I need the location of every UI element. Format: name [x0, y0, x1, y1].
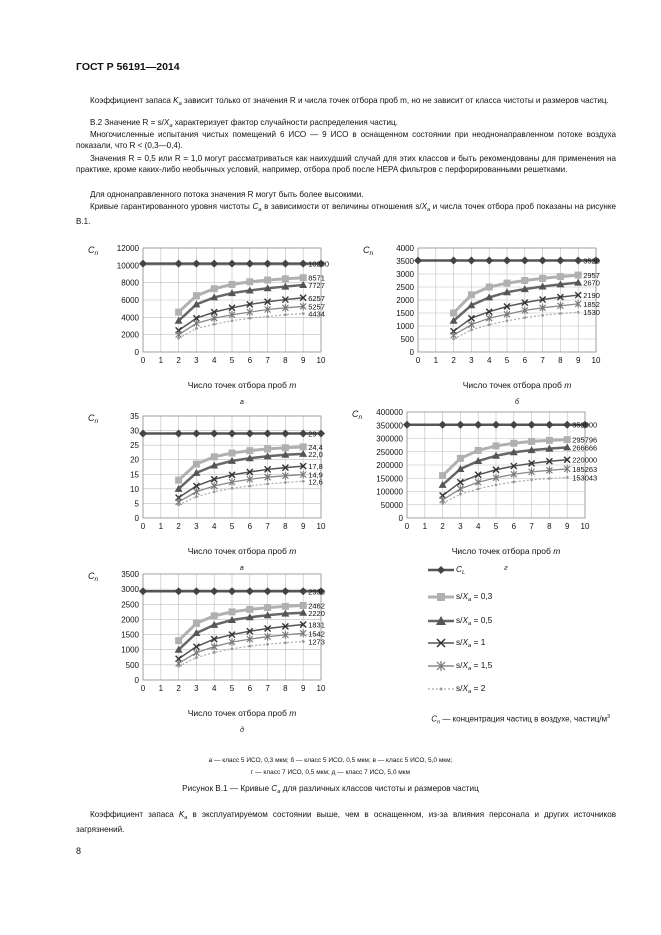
x-tick-label: 5: [229, 684, 235, 693]
data-point: [302, 312, 305, 315]
data-point: [213, 490, 216, 493]
end-value-label: 2670: [583, 278, 600, 288]
data-point: [195, 656, 198, 659]
y-tick-label: 0: [134, 348, 139, 357]
y-tick-label: 15: [130, 470, 139, 480]
x-tick-label: 10: [591, 356, 601, 365]
x-tick-label: 2: [440, 522, 445, 531]
data-point: [177, 337, 180, 340]
data-point: [193, 649, 199, 657]
y-tick-label: 2000: [121, 615, 139, 625]
x-tick-label: 6: [511, 522, 517, 531]
data-point: [450, 256, 458, 264]
data-point: [510, 440, 517, 447]
data-point: [300, 274, 307, 281]
end-value-label: 14,9: [308, 470, 323, 480]
data-point: [246, 447, 253, 454]
data-point: [485, 256, 493, 264]
data-point: [195, 495, 198, 498]
x-tick-label: 4: [475, 522, 481, 531]
y-tick-label: 100000: [376, 487, 403, 497]
data-point: [193, 292, 200, 299]
y-axis-label: $C_n$: [352, 409, 363, 421]
y-axis-label: $C_n$: [88, 571, 99, 583]
y-tick-label: 3500: [396, 257, 414, 266]
data-point: [523, 316, 526, 319]
y-tick-label: 30: [130, 426, 139, 436]
data-point: [521, 277, 528, 284]
data-point: [175, 260, 183, 268]
x-tick-label: 9: [300, 356, 306, 365]
y-tick-label: 150000: [376, 474, 403, 484]
x-axis-label: Число точек отбора проб m: [187, 546, 297, 556]
data-point: [459, 493, 462, 496]
data-point: [302, 640, 305, 643]
legend-label-s03: $s/X_a = 0,3$: [456, 591, 493, 603]
data-point: [213, 651, 216, 654]
data-point: [246, 278, 253, 285]
data-point: [211, 453, 218, 460]
data-point: [566, 476, 569, 479]
x-tick-label: 8: [558, 356, 563, 365]
data-point: [231, 487, 234, 490]
data-point: [488, 323, 491, 326]
end-value-label: 185263: [572, 464, 598, 474]
x-axis-label: Число точек отбора проб m: [451, 546, 561, 556]
x-tick-label: 2: [176, 684, 181, 693]
panel-label: б: [515, 399, 519, 406]
data-point: [228, 587, 236, 595]
x-tick-label: 7: [529, 522, 534, 531]
data-point: [210, 587, 218, 595]
data-point: [284, 481, 287, 484]
data-point: [477, 487, 480, 490]
series-line: [179, 306, 304, 334]
data-point: [403, 421, 411, 429]
data-point: [248, 485, 251, 488]
data-point: [299, 587, 307, 595]
y-tick-label: 12000: [116, 244, 139, 253]
data-point: [229, 450, 236, 457]
y-tick-label: 2500: [396, 283, 414, 292]
data-point: [539, 275, 546, 282]
end-value-label: 2957: [583, 271, 600, 281]
x-tick-label: 1: [433, 356, 439, 365]
chart-b: [350, 236, 625, 406]
page-number: 8: [76, 846, 82, 856]
x-tick-label: 0: [140, 356, 146, 365]
end-value-label: 8571: [308, 273, 325, 283]
y-tick-label: 1000: [396, 322, 414, 331]
legend-label-s1: $s/X_a = 1$: [456, 637, 486, 649]
y-tick-label: 0: [134, 514, 139, 523]
data-point: [266, 483, 269, 486]
y-axis-label: $C_n$: [363, 245, 374, 257]
data-point: [528, 421, 536, 429]
x-tick-label: 5: [229, 522, 235, 531]
data-point: [486, 284, 493, 291]
end-value-label: 220000: [572, 455, 598, 465]
x-tick-label: 6: [247, 684, 253, 693]
x-tick-label: 10: [316, 522, 326, 531]
data-point: [564, 436, 571, 443]
y-tick-label: 250000: [376, 447, 403, 457]
x-tick-label: 0: [140, 522, 146, 531]
data-point: [299, 260, 307, 268]
x-tick-label: 0: [140, 684, 146, 693]
x-axis-label: Число точек отбора проб m: [462, 380, 572, 390]
data-point: [175, 309, 182, 316]
x-tick-label: 7: [265, 684, 270, 693]
legend-label-s2: $s/X_a = 2$: [456, 683, 486, 695]
data-point: [281, 587, 289, 595]
data-point: [229, 608, 236, 615]
closing-paragraph: Коэффициент запаса $K_a$ в эксплуатируемом состоянии выше, чем в оснащенном, из-за влияния персонала и других источников загрязнений.: [76, 810, 616, 835]
data-point: [246, 606, 253, 613]
panel-label: а: [240, 399, 244, 406]
series-line: [454, 283, 579, 321]
end-value-label: 1852: [583, 299, 600, 309]
paragraph-1: Коэффициент запаса $K_a$ зависит только от значения R и числа точек отбора проб m, но не зависит от класса чистоты и размеров частиц.: [90, 96, 609, 107]
x-tick-label: 10: [580, 522, 590, 531]
data-point: [139, 260, 147, 268]
x-axis-label: Число точек отбора проб m: [187, 380, 297, 390]
x-tick-label: 8: [283, 684, 288, 693]
panel-label: в: [240, 565, 244, 572]
data-point: [563, 421, 571, 429]
y-tick-label: 6000: [121, 296, 139, 305]
data-point: [528, 438, 535, 445]
y-tick-label: 2000: [121, 330, 139, 340]
data-point: [177, 503, 180, 506]
x-tick-label: 3: [194, 684, 199, 693]
chart-v: [76, 402, 356, 572]
y-tick-label: 10: [130, 484, 139, 494]
end-value-label: 5257: [308, 302, 325, 312]
data-point: [452, 338, 455, 341]
data-point: [504, 280, 511, 287]
x-tick-label: 1: [158, 522, 164, 531]
data-point: [281, 260, 289, 268]
x-tick-label: 6: [522, 356, 528, 365]
paragraph-6: Кривые гарантированного уровня чистоты $C_a$ в зависимости от величины отношения $s/X_a$ и числа точек отбора проб показаны на рисунке В.1.: [76, 202, 616, 227]
end-value-label: 22,0: [308, 449, 323, 459]
x-tick-label: 3: [458, 522, 463, 531]
x-tick-label: 3: [194, 522, 199, 531]
x-tick-label: 4: [486, 356, 492, 365]
end-value-label: 2930: [308, 587, 325, 597]
y-tick-label: 3500: [121, 570, 139, 579]
data-point: [231, 647, 234, 650]
x-tick-label: 8: [283, 522, 288, 531]
y-tick-label: 3000: [121, 585, 139, 595]
data-point: [192, 587, 200, 595]
data-point: [450, 310, 457, 317]
x-tick-label: 6: [247, 356, 253, 365]
end-value-label: 3520: [583, 256, 600, 266]
paragraph-5: Для однонаправленного потока значения R могут быть более высокими.: [90, 190, 364, 199]
figure-notes-line-2: г — класс 7 ИСО, 0,5 мкм; д — класс 7 ИСО, 5,0 мкм: [250, 769, 411, 776]
data-point: [264, 445, 271, 452]
y-tick-label: 4000: [121, 313, 139, 323]
x-tick-label: 8: [283, 356, 288, 365]
y-tick-label: 50000: [380, 500, 403, 510]
end-value-label: 10200: [308, 259, 330, 269]
data-point: [264, 604, 271, 611]
data-point: [284, 641, 287, 644]
x-tick-label: 10: [316, 684, 326, 693]
data-point: [284, 313, 287, 316]
data-point: [282, 603, 289, 610]
data-point: [175, 637, 182, 644]
paragraph-2: В.2 Значение $R = s/X_a$ характеризует фактор случайности распределения частиц.: [90, 118, 398, 129]
end-value-label: 6257: [308, 293, 325, 303]
data-point: [302, 480, 305, 483]
unit-note: $C_n$ — концентрация частиц в воздухе, частиц/$м^3$: [431, 714, 610, 726]
y-tick-label: 350000: [376, 421, 403, 431]
data-point: [229, 281, 236, 288]
end-value-label: 352000: [572, 420, 598, 430]
data-point: [210, 260, 218, 268]
data-point: [548, 477, 551, 480]
end-value-label: 153043: [572, 473, 598, 483]
data-point: [193, 488, 199, 496]
data-point: [211, 612, 218, 619]
x-tick-label: 6: [247, 522, 253, 531]
x-tick-label: 7: [265, 522, 270, 531]
y-tick-label: 35: [130, 412, 139, 421]
y-tick-label: 10000: [116, 261, 139, 271]
x-tick-label: 7: [540, 356, 545, 365]
paragraph-3: Многочисленные испытания чистых помещений 6 ИСО — 9 ИСО в оснащенном состоянии при неоднонаправленном потоке воздуха показали, что R < (0,3—0,4).: [76, 130, 616, 151]
data-point: [457, 485, 463, 493]
data-point: [468, 291, 475, 298]
data-point: [192, 260, 200, 268]
x-tick-label: 7: [265, 356, 270, 365]
end-value-label: 24,4: [308, 442, 323, 452]
x-tick-label: 4: [211, 522, 217, 531]
data-point: [193, 620, 200, 627]
end-value-label: 266666: [572, 443, 598, 453]
data-point: [503, 256, 511, 264]
data-point: [539, 256, 547, 264]
data-point: [264, 587, 272, 595]
data-point: [211, 285, 218, 292]
end-value-label: 17,8: [308, 462, 323, 472]
data-point: [467, 256, 475, 264]
chart-a: [76, 236, 356, 406]
y-tick-label: 8000: [121, 278, 139, 288]
end-value-label: 4434: [308, 309, 325, 319]
y-tick-label: 0: [398, 514, 403, 523]
end-value-label: 12,6: [308, 477, 323, 487]
data-point: [300, 602, 307, 609]
data-point: [493, 442, 500, 449]
y-tick-label: 0: [409, 348, 414, 357]
series-line: [443, 469, 568, 500]
data-point: [557, 273, 564, 280]
data-point: [556, 256, 564, 264]
y-tick-label: 1000: [121, 645, 139, 655]
document-header: ГОСТ Р 56191—2014: [76, 61, 180, 73]
y-tick-label: 3000: [396, 270, 414, 279]
data-point: [495, 483, 498, 486]
data-point: [246, 587, 254, 595]
x-tick-label: 9: [564, 522, 570, 531]
data-point: [521, 256, 529, 264]
x-tick-label: 1: [158, 684, 164, 693]
legend-label-s05: $s/X_a = 0,5$: [456, 615, 493, 627]
data-point: [530, 478, 533, 481]
data-point: [282, 275, 289, 282]
legend-label-s15: $s/X_a = 1,5$: [456, 660, 493, 672]
data-point: [574, 256, 582, 264]
x-tick-label: 1: [158, 356, 164, 365]
y-tick-label: 0: [134, 676, 139, 685]
data-point: [575, 272, 582, 279]
data-point: [282, 444, 289, 451]
x-tick-label: 1: [422, 522, 428, 531]
end-value-label: 1530: [583, 308, 600, 318]
data-point: [441, 502, 444, 505]
end-value-label: 1273: [308, 637, 325, 647]
data-point: [246, 260, 254, 268]
data-point: [506, 319, 509, 322]
x-tick-label: 8: [547, 522, 552, 531]
legend-label-cl: $C_L$: [456, 564, 466, 576]
paragraph-4: Значения R = 0,5 или R = 1,0 могут рассматриваться как наихудший случай для этих классов и быть рекомендованы для применения на практике, кроме каких-либо необычных условий, например, отбора проб после HEPA фильтров с перфорированными решетками.: [76, 154, 616, 175]
panel-label: д: [240, 727, 244, 734]
x-tick-label: 0: [415, 356, 421, 365]
end-value-label: 1831: [308, 620, 325, 630]
y-tick-label: 5: [134, 499, 139, 509]
x-tick-label: 4: [211, 356, 217, 365]
y-tick-label: 200000: [376, 461, 403, 470]
data-point: [470, 329, 473, 332]
y-tick-label: 4000: [396, 244, 414, 253]
y-tick-label: 1500: [396, 309, 414, 318]
data-point: [266, 315, 269, 318]
end-value-label: 29: [308, 429, 317, 439]
end-value-label: 2462: [308, 601, 325, 611]
data-point: [177, 665, 180, 668]
data-point: [474, 421, 482, 429]
data-point: [248, 645, 251, 648]
data-point: [175, 477, 182, 484]
y-axis-label: $C_n$: [88, 413, 99, 425]
data-point: [559, 312, 562, 315]
data-point: [545, 421, 553, 429]
data-point: [248, 317, 251, 320]
x-tick-label: 2: [176, 356, 181, 365]
x-tick-label: 4: [211, 684, 217, 693]
data-point: [439, 472, 446, 479]
data-point: [264, 277, 271, 284]
data-point: [264, 260, 272, 268]
data-point: [193, 461, 200, 468]
x-tick-label: 3: [194, 356, 199, 365]
figure-notes: [60, 755, 601, 779]
x-axis-label: Число точек отбора проб m: [187, 708, 297, 718]
data-point: [213, 323, 216, 326]
x-tick-label: 0: [404, 522, 410, 531]
data-point: [300, 443, 307, 450]
data-point: [439, 421, 447, 429]
data-point: [139, 587, 147, 595]
x-tick-label: 3: [469, 356, 474, 365]
y-tick-label: 1500: [121, 630, 139, 640]
data-point: [492, 421, 500, 429]
x-tick-label: 5: [493, 522, 499, 531]
end-value-label: 295796: [572, 435, 598, 445]
end-value-label: 2220: [308, 608, 325, 618]
y-axis-label: $C_n$: [88, 245, 99, 257]
x-tick-label: 9: [300, 522, 306, 531]
data-point: [512, 481, 515, 484]
y-tick-label: 500: [125, 660, 139, 670]
figure-caption: Рисунок В.1 — Кривые $C_a$ для различных классов чистоты и размеров частиц: [182, 784, 479, 795]
data-point: [414, 256, 422, 264]
y-tick-label: 2500: [121, 600, 139, 610]
end-value-label: 1542: [308, 629, 325, 639]
data-point: [541, 314, 544, 317]
y-tick-label: 25: [130, 441, 139, 451]
figure-notes-line-1: а — класс 5 ИСО, 0,3 мкм; б — класс 5 ИСО, 0,5 мкм; в — класс 5 ИСО, 5,0 мкм;: [208, 757, 453, 764]
data-point: [457, 455, 464, 462]
data-point: [510, 421, 518, 429]
data-point: [231, 319, 234, 322]
x-tick-label: 5: [504, 356, 510, 365]
data-point: [195, 327, 198, 330]
data-point: [228, 260, 236, 268]
x-tick-label: 2: [451, 356, 456, 365]
x-tick-label: 9: [300, 684, 306, 693]
x-tick-label: 2: [176, 522, 181, 531]
data-point: [456, 421, 464, 429]
data-point: [468, 321, 474, 329]
panel-label: г: [504, 565, 508, 572]
x-tick-label: 9: [575, 356, 581, 365]
data-point: [577, 311, 580, 314]
y-tick-label: 400000: [376, 408, 403, 417]
y-tick-label: 20: [130, 455, 139, 465]
y-tick-label: 500: [400, 335, 414, 344]
data-point: [475, 447, 482, 454]
data-point: [266, 643, 269, 646]
y-tick-label: 300000: [376, 434, 403, 444]
x-tick-label: 10: [316, 356, 326, 365]
x-tick-label: 5: [229, 356, 235, 365]
data-point: [175, 587, 183, 595]
end-value-label: 7727: [308, 281, 325, 291]
series-line: [179, 475, 304, 502]
chart-d: [76, 562, 356, 752]
y-tick-label: 2000: [396, 296, 414, 305]
data-point: [546, 437, 553, 444]
end-value-label: 2190: [583, 291, 600, 301]
